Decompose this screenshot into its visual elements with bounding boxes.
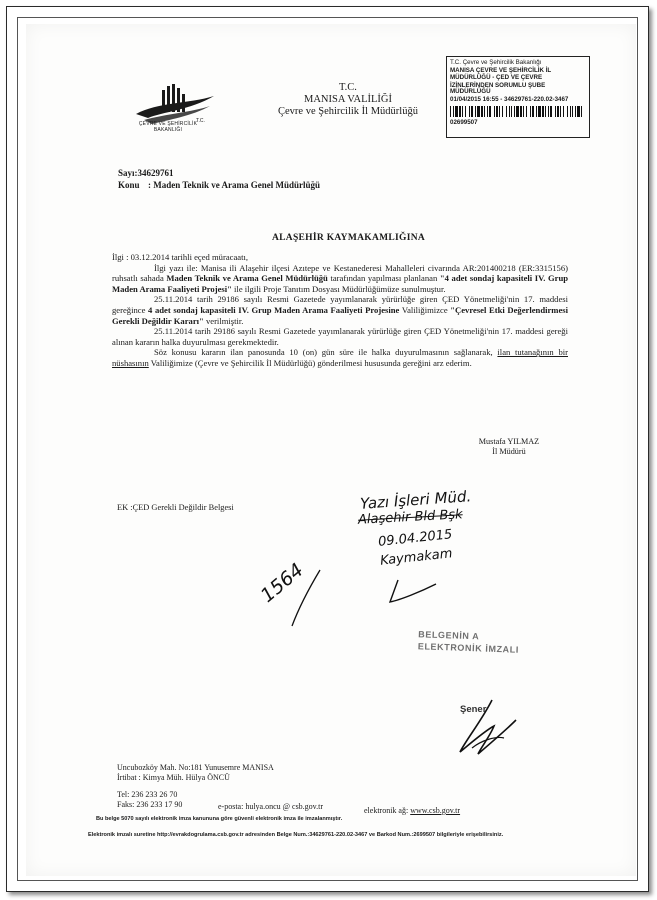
letterhead-valilik: MANISA VALİLİĞİ bbox=[304, 94, 392, 105]
stamp-number: 02699507 bbox=[450, 119, 478, 127]
footer-tel: Tel: 236 233 26 70 bbox=[117, 790, 178, 799]
handwritten-note-2: Alaşehir Bld Bşk bbox=[357, 507, 464, 528]
footer-fax: Faks: 236 233 17 90 bbox=[117, 800, 183, 809]
paragraph-4: Söz konusu kararın ilan panosunda 10 (on) gün süre ile halka duyurulmasının sağlanarak, ilan tutanağının bir nüshasının Valiliğimize (Çevre ve Şehircilik İl Müdürlüğü) gönderilmesi hususunda gereğini arz ederim. bbox=[112, 347, 568, 368]
document-number: Sayı:34629761 bbox=[118, 168, 174, 178]
stamp-line5: MÜDÜRLÜĞÜ bbox=[450, 88, 491, 96]
attachment-line: EK :ÇED Gerekli Değildir Belgesi bbox=[117, 503, 234, 512]
legal-note-1: Bu belge 5070 sayılı elektronik imza kanununa göre güvenli elektronik imza ile imzalanmıştır. bbox=[96, 816, 343, 822]
footer-web-link[interactable]: www.csb.gov.tr bbox=[410, 806, 461, 815]
letterhead bbox=[268, 82, 428, 118]
signatory-name: Mustafa YILMAZ bbox=[478, 437, 540, 446]
e-signer-name: Şener bbox=[460, 704, 487, 715]
ilgi-line: İlgi : 03.12.2014 tarihli eçed müracaatı, bbox=[112, 252, 249, 262]
footer-address: Uncubozköy Mah. No:181 Yunusemre MANISA bbox=[117, 763, 274, 772]
footer-contact: İrtibat : Kimya Müh. Hülya ÖNCÜ bbox=[117, 773, 230, 782]
addressee-title: ALAŞEHİR KAYMAKAMLIĞINA bbox=[272, 233, 426, 243]
paragraph-1: İlgi yazı ile: Manisa ili Alaşehir ilçesi Azıtepe ve Kestanederesi Mahalleleri civarında AR:201400218 (ER:3315156) ruhsatlı sahada Maden Teknik ve Arama Genel Müdürlüğü tarafından yapılması planlanan "4 adet sondaj kapasiteli IV. Grup Maden Arama Faaliyeti Projesi" ile ilgili Proje Tanıtım Dosyası Müdürlüğümüze sunulmuştur. bbox=[112, 262, 569, 294]
legal-note-2: Elektronik imzalı suretine http://evrakdogrulama.csb.gov.tr adresinden Belge Num.:34629761-220.02-3467 ve Barkod Num.:2699507 bilgileriyle erişebilirsiniz. bbox=[88, 832, 504, 838]
stamp-line6: 01/04/2015 16:55 - 34629761-220.02-3467 bbox=[450, 95, 569, 103]
barcode-icon bbox=[450, 106, 582, 117]
handwritten-note-1: Yazı İşleri Müd. bbox=[359, 487, 472, 513]
footer-web-label: elektronik ağ: bbox=[364, 806, 409, 815]
stamp-line4: İZİNLERİNDEN SORUMLU ŞUBE bbox=[450, 81, 546, 89]
signature-block bbox=[444, 437, 574, 457]
e-signature-line1: BELGENİN A bbox=[418, 629, 480, 642]
e-signature-scribble-icon bbox=[452, 690, 522, 760]
paragraph-3: 25.11.2014 tarih 29186 sayılı Resmi Gazetede yayımlanarak yürürlüğe giren ÇED Yönetmeliği'nin 17. maddesi gereği alınan kararın halka duyurulması gerekmektedir. bbox=[112, 326, 568, 347]
e-signature-watermark bbox=[418, 628, 520, 656]
logo-text-line1: ÇEVRE VE ŞEHİRCİLİK bbox=[138, 121, 198, 127]
e-signature-line2: ELEKTRONİK İMZALI bbox=[417, 641, 520, 655]
logo-text-line2: BAKANLIĞI bbox=[153, 127, 183, 133]
subject-label: Konu bbox=[118, 180, 140, 190]
logo-tc: T.C. bbox=[196, 118, 205, 124]
stamp-line1: T.C. Çevre ve Şehircilik Bakanlığı bbox=[450, 59, 542, 66]
handwritten-date: 09.04.2015 bbox=[377, 527, 454, 550]
registry-stamp bbox=[446, 56, 590, 138]
subject-line bbox=[118, 180, 320, 190]
handwritten-number: 1564 bbox=[256, 559, 308, 607]
handwritten-note-4: Kaymakam bbox=[379, 546, 454, 569]
letterhead-mudurluk: Çevre ve Şehircilik İl Müdürlüğü bbox=[278, 106, 418, 117]
stamp-line2: MANISA ÇEVRE VE ŞEHİRCİLİK İL bbox=[450, 66, 552, 74]
stamp-line3: MÜDÜRLÜĞÜ - ÇED VE ÇEVRE bbox=[450, 74, 543, 82]
letterhead-tc: T.C. bbox=[339, 82, 357, 93]
footer-email[interactable]: e-posta: hulya.oncu @ csb.gov.tr bbox=[218, 802, 324, 811]
subject-value: : Maden Teknik ve Arama Genel Müdürlüğü bbox=[148, 180, 321, 190]
footer-web bbox=[364, 806, 460, 816]
letter-body bbox=[112, 252, 568, 369]
paragraph-2: 25.11.2014 tarih 29186 sayılı Resmi Gazetede yayımlanarak yürürlüğe giren ÇED Yönetmeliği'nin 17. maddesi gereğince 4 adet sondaj kapasiteli IV. Grup Maden Arama Faaliyeti Projesine Valiliğimizce "Çevresel Etki Değerlendirmesi Gerekli Değildir Kararı" verilmiştir. bbox=[112, 294, 569, 326]
handwritten-strokes-icon bbox=[250, 540, 490, 640]
signatory-role: İl Müdürü bbox=[492, 447, 526, 456]
